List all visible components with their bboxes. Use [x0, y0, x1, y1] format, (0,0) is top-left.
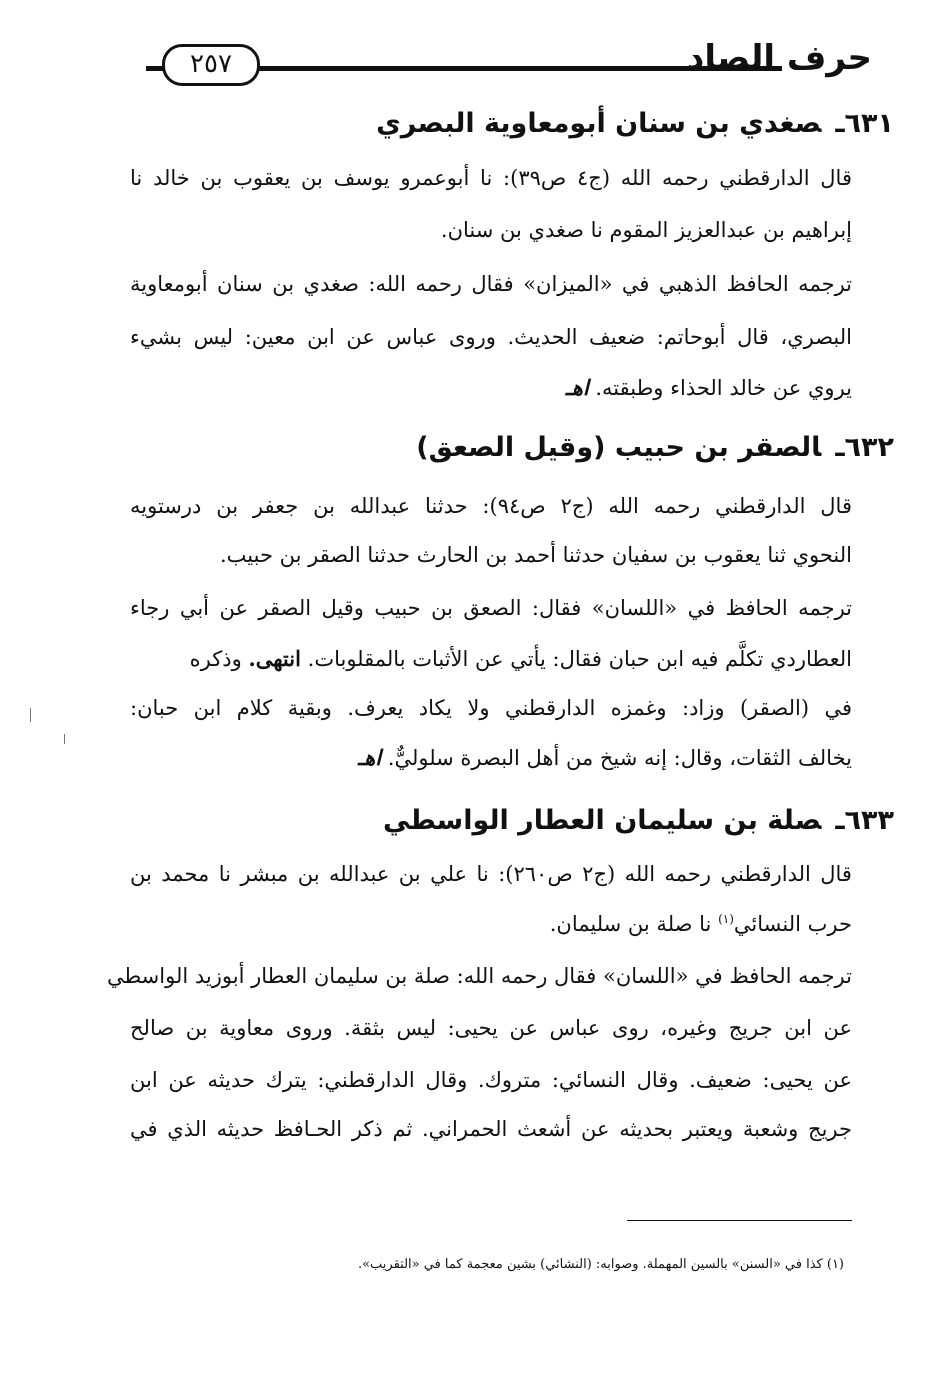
entry-heading-632: [416, 432, 894, 463]
footnote-rule: [627, 1220, 852, 1221]
footnote-text: كذا في «السنن» بالسين المهملة. وصوابه: (النشائي) بشين معجمة كما في «التقريب».: [357, 1257, 823, 1272]
entry-title: صلة بن سليمان العطار الواسطي: [383, 805, 822, 836]
text-line: ترجمه الحافظ الذهبي في «الميزان» فقال رحمه الله: صغدي بن سنان أبومعاوية: [130, 272, 852, 296]
text-line: البصري، قال أبوحاتم: ضعيف الحديث. وروى عباس عن ابن معين: ليس بشيء: [130, 325, 852, 349]
end-mark: اهـ: [565, 375, 589, 400]
footnote-ref: (١): [718, 912, 734, 926]
text-line: [130, 646, 852, 671]
page-number: ٢٥٧: [162, 44, 260, 86]
footnote-marker: (١): [826, 1257, 844, 1272]
footnote: [358, 1257, 844, 1272]
entry-title: الصقر بن حبيب (وقيل الصعق): [416, 432, 822, 463]
text-segment: نا صلة بن سليمان.: [549, 912, 712, 936]
entry-heading-631: [376, 108, 894, 139]
entry-number: ٦٣٣ـ: [835, 805, 894, 836]
text-line: [130, 745, 852, 770]
text-line: [130, 912, 852, 936]
text-segment: يخالف الثقات، وقال: إنه شيخ من أهل البصرة سلوليٌّ.: [387, 746, 852, 770]
text-segment: العطاردي تكلَّم فيه ابن حبان فقال: يأتي عن الأثبات بالمقلوبات.: [307, 647, 852, 671]
text-line: جريج وشعبة ويعتبر بحديثه عن أشعث الحمراني. ثم ذكر الحـافظ حديثه الذي في: [130, 1117, 852, 1141]
text-line: في (الصقر) وزاد: وغمزه الدارقطني ولا يكاد يعرف. وبقية كلام ابن حبان:: [130, 696, 852, 720]
text-line: ترجمه الحافظ في «اللسان» فقال رحمه الله: صلة بن سليمان العطار أبوزيد الواسطي: [106, 964, 852, 988]
text-segment: وذكره: [189, 647, 242, 671]
intaha-mark: انتهى.: [248, 646, 301, 671]
text-line: النحوي ثنا يعقوب بن سفيان حدثنا أحمد بن الحارث حدثنا الصقر بن حبيب.: [219, 543, 852, 567]
scan-speck: [64, 734, 65, 744]
end-mark: اهـ: [358, 745, 382, 770]
scan-speck: [30, 708, 31, 722]
text-line: [130, 375, 852, 400]
text-line: قال الدارقطني رحمه الله (ج٢ ص٢٦٠): نا علي بن عبدالله بن مبشر نا محمد بن: [130, 862, 852, 886]
entry-heading-633: [383, 805, 894, 836]
text-segment: يروي عن خالد الحذاء وطبقته.: [595, 376, 852, 400]
text-segment: حرب النسائي: [733, 912, 852, 936]
entry-title: صغدي بن سنان أبومعاوية البصري: [376, 108, 822, 139]
chapter-title: حرف الصاد: [686, 38, 872, 78]
text-line: إبراهيم بن عبدالعزيز المقوم نا صغدي بن سنان.: [440, 218, 852, 242]
text-line: عن يحيى: ضعيف. وقال النسائي: متروك. وقال الدارقطني: يترك حديثه عن ابن: [130, 1068, 852, 1092]
text-line: قال الدارقطني رحمه الله (ج٤ ص٣٩): نا أبوعمرو يوسف بن يعقوب بن خالد نا: [130, 166, 852, 190]
entry-number: ٦٣٢ـ: [835, 432, 894, 463]
text-line: عن ابن جريج وغيره، روى عباس عن يحيى: ليس بثقة. وروى معاوية بن صالح: [130, 1016, 852, 1040]
entry-number: ٦٣١ـ: [835, 108, 894, 139]
text-line: قال الدارقطني رحمه الله (ج٢ ص٩٤): حدثنا عبدالله بن جعفر بن درستويه: [130, 494, 852, 518]
text-line: ترجمه الحافظ في «اللسان» فقال: الصعق بن حبيب وقيل الصقر عن أبي رجاء: [130, 596, 852, 620]
